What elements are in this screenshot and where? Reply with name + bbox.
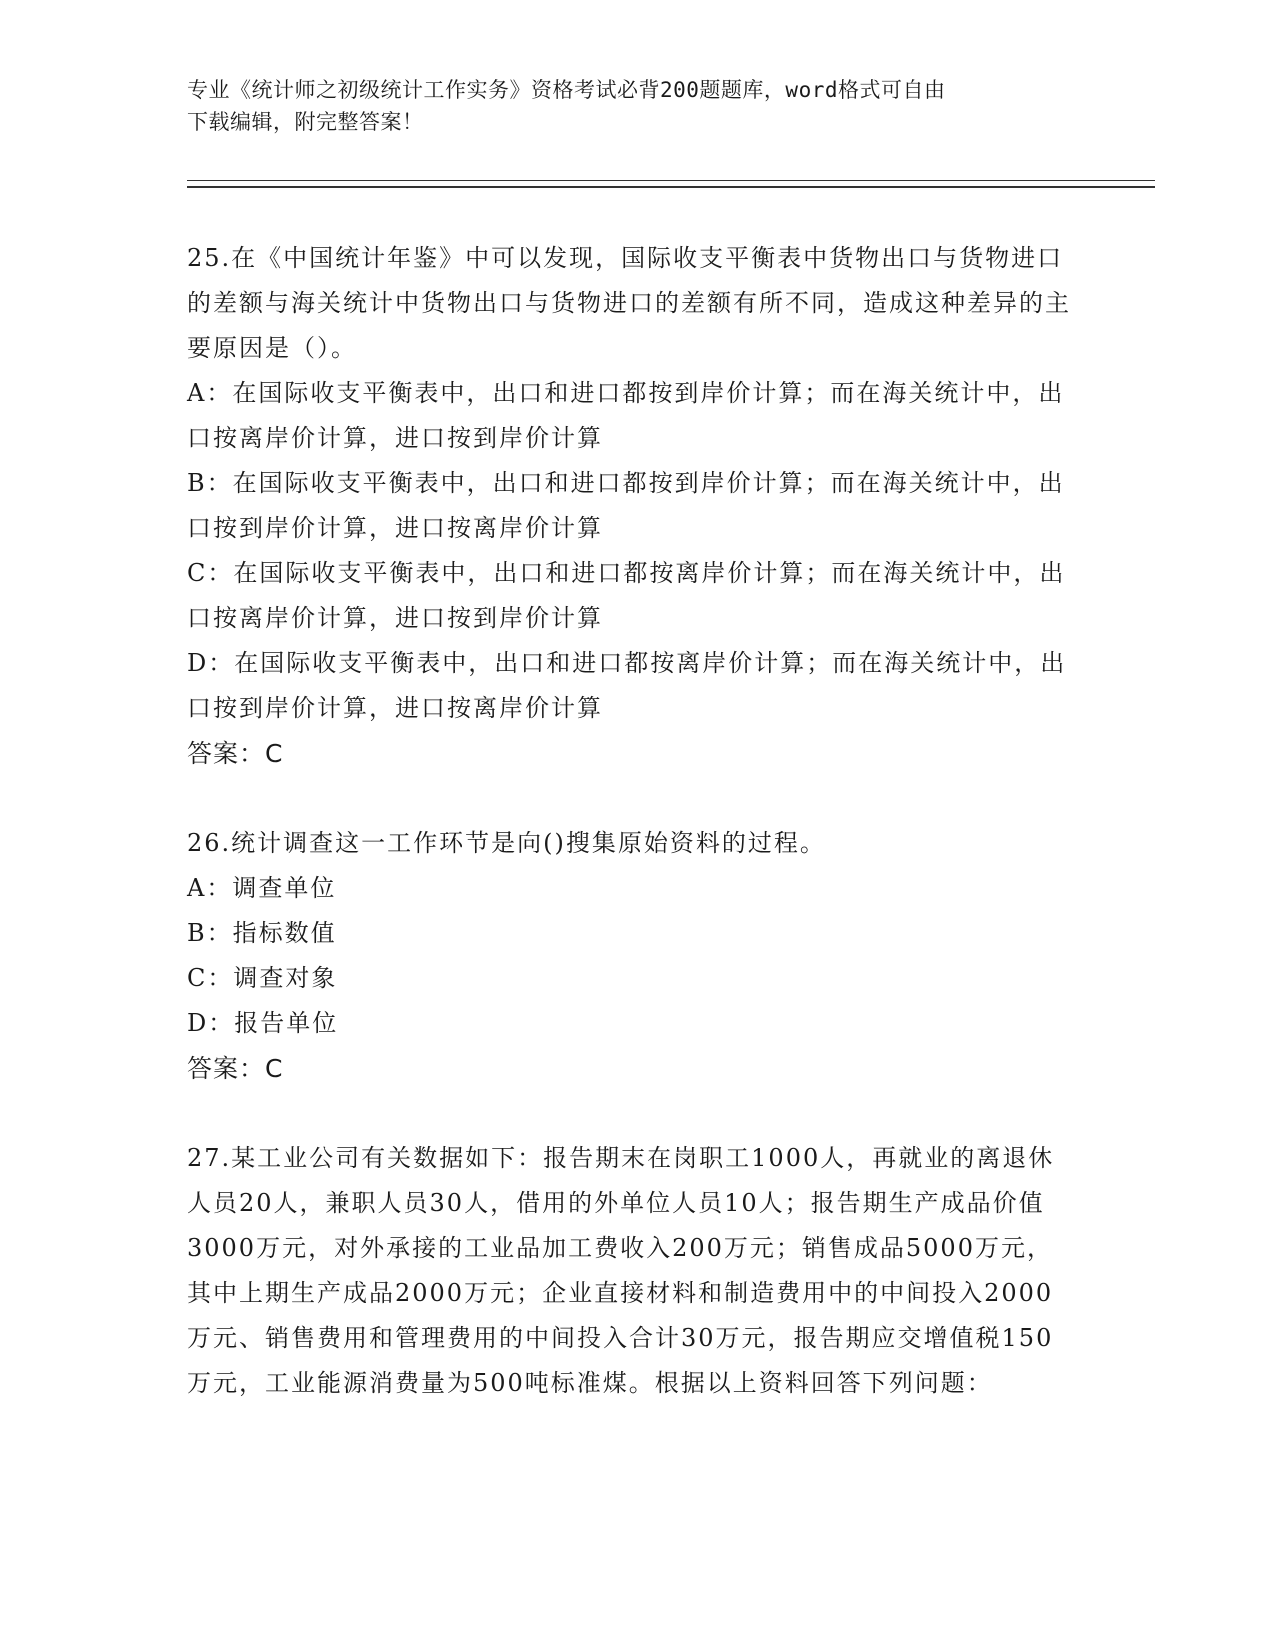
option-c: C：在国际收支平衡表中，出口和进口都按离岸价计算；而在海关统计中，出口按离岸价计算，进口按到岸价计算 — [187, 559, 1066, 632]
option-b: B：指标数值 — [187, 919, 337, 947]
question-26 — [187, 821, 1077, 1091]
document-header — [187, 74, 1087, 138]
option-a: A：调查单位 — [187, 874, 337, 902]
answer: 答案：C — [187, 1054, 284, 1083]
question-stem: 27.某工业公司有关数据如下：报告期末在岗职工1000人，再就业的离退休人员20人，兼职人员30人，借用的外单位人员10人；报告期生产成品价值3000万元，对外承接的工业品加工费收入200万元；销售成品5000万元，其中上期生产成品2000万元；企业直接材料和制造费用中的中间投入2000万元、销售费用和管理费用的中间投入合计30万元，报告期应交增值税150万元，工业能源消费量为500吨标准煤。根据以上资料回答下列问题： — [187, 1144, 1055, 1397]
option-c: C：调查对象 — [187, 964, 338, 992]
header-line-1: 专业《统计师之初级统计工作实务》资格考试必背200题题库，word格式可自由 — [187, 78, 946, 102]
question-list — [187, 236, 1077, 1406]
option-d: D：报告单位 — [187, 1009, 339, 1037]
option-b: B：在国际收支平衡表中，出口和进口都按到岸价计算；而在海关统计中，出口按到岸价计算，进口按离岸价计算 — [187, 469, 1065, 542]
option-d: D：在国际收支平衡表中，出口和进口都按离岸价计算；而在海关统计中，出口按到岸价计算，进口按离岸价计算 — [187, 649, 1067, 722]
header-divider — [187, 180, 1155, 188]
header-line-2: 下载编辑，附完整答案！ — [187, 110, 424, 134]
question-27 — [187, 1136, 1077, 1406]
option-a: A：在国际收支平衡表中，出口和进口都按到岸价计算；而在海关统计中，出口按离岸价计算，进口按到岸价计算 — [187, 379, 1065, 452]
question-25 — [187, 236, 1077, 776]
question-stem: 26.统计调查这一工作环节是向()搜集原始资料的过程。 — [187, 829, 826, 857]
answer: 答案：C — [187, 739, 284, 768]
question-stem: 25.在《中国统计年鉴》中可以发现，国际收支平衡表中货物出口与货物进口的差额与海关统计中货物出口与货物进口的差额有所不同，造成这种差异的主要原因是（）。 — [187, 244, 1071, 362]
